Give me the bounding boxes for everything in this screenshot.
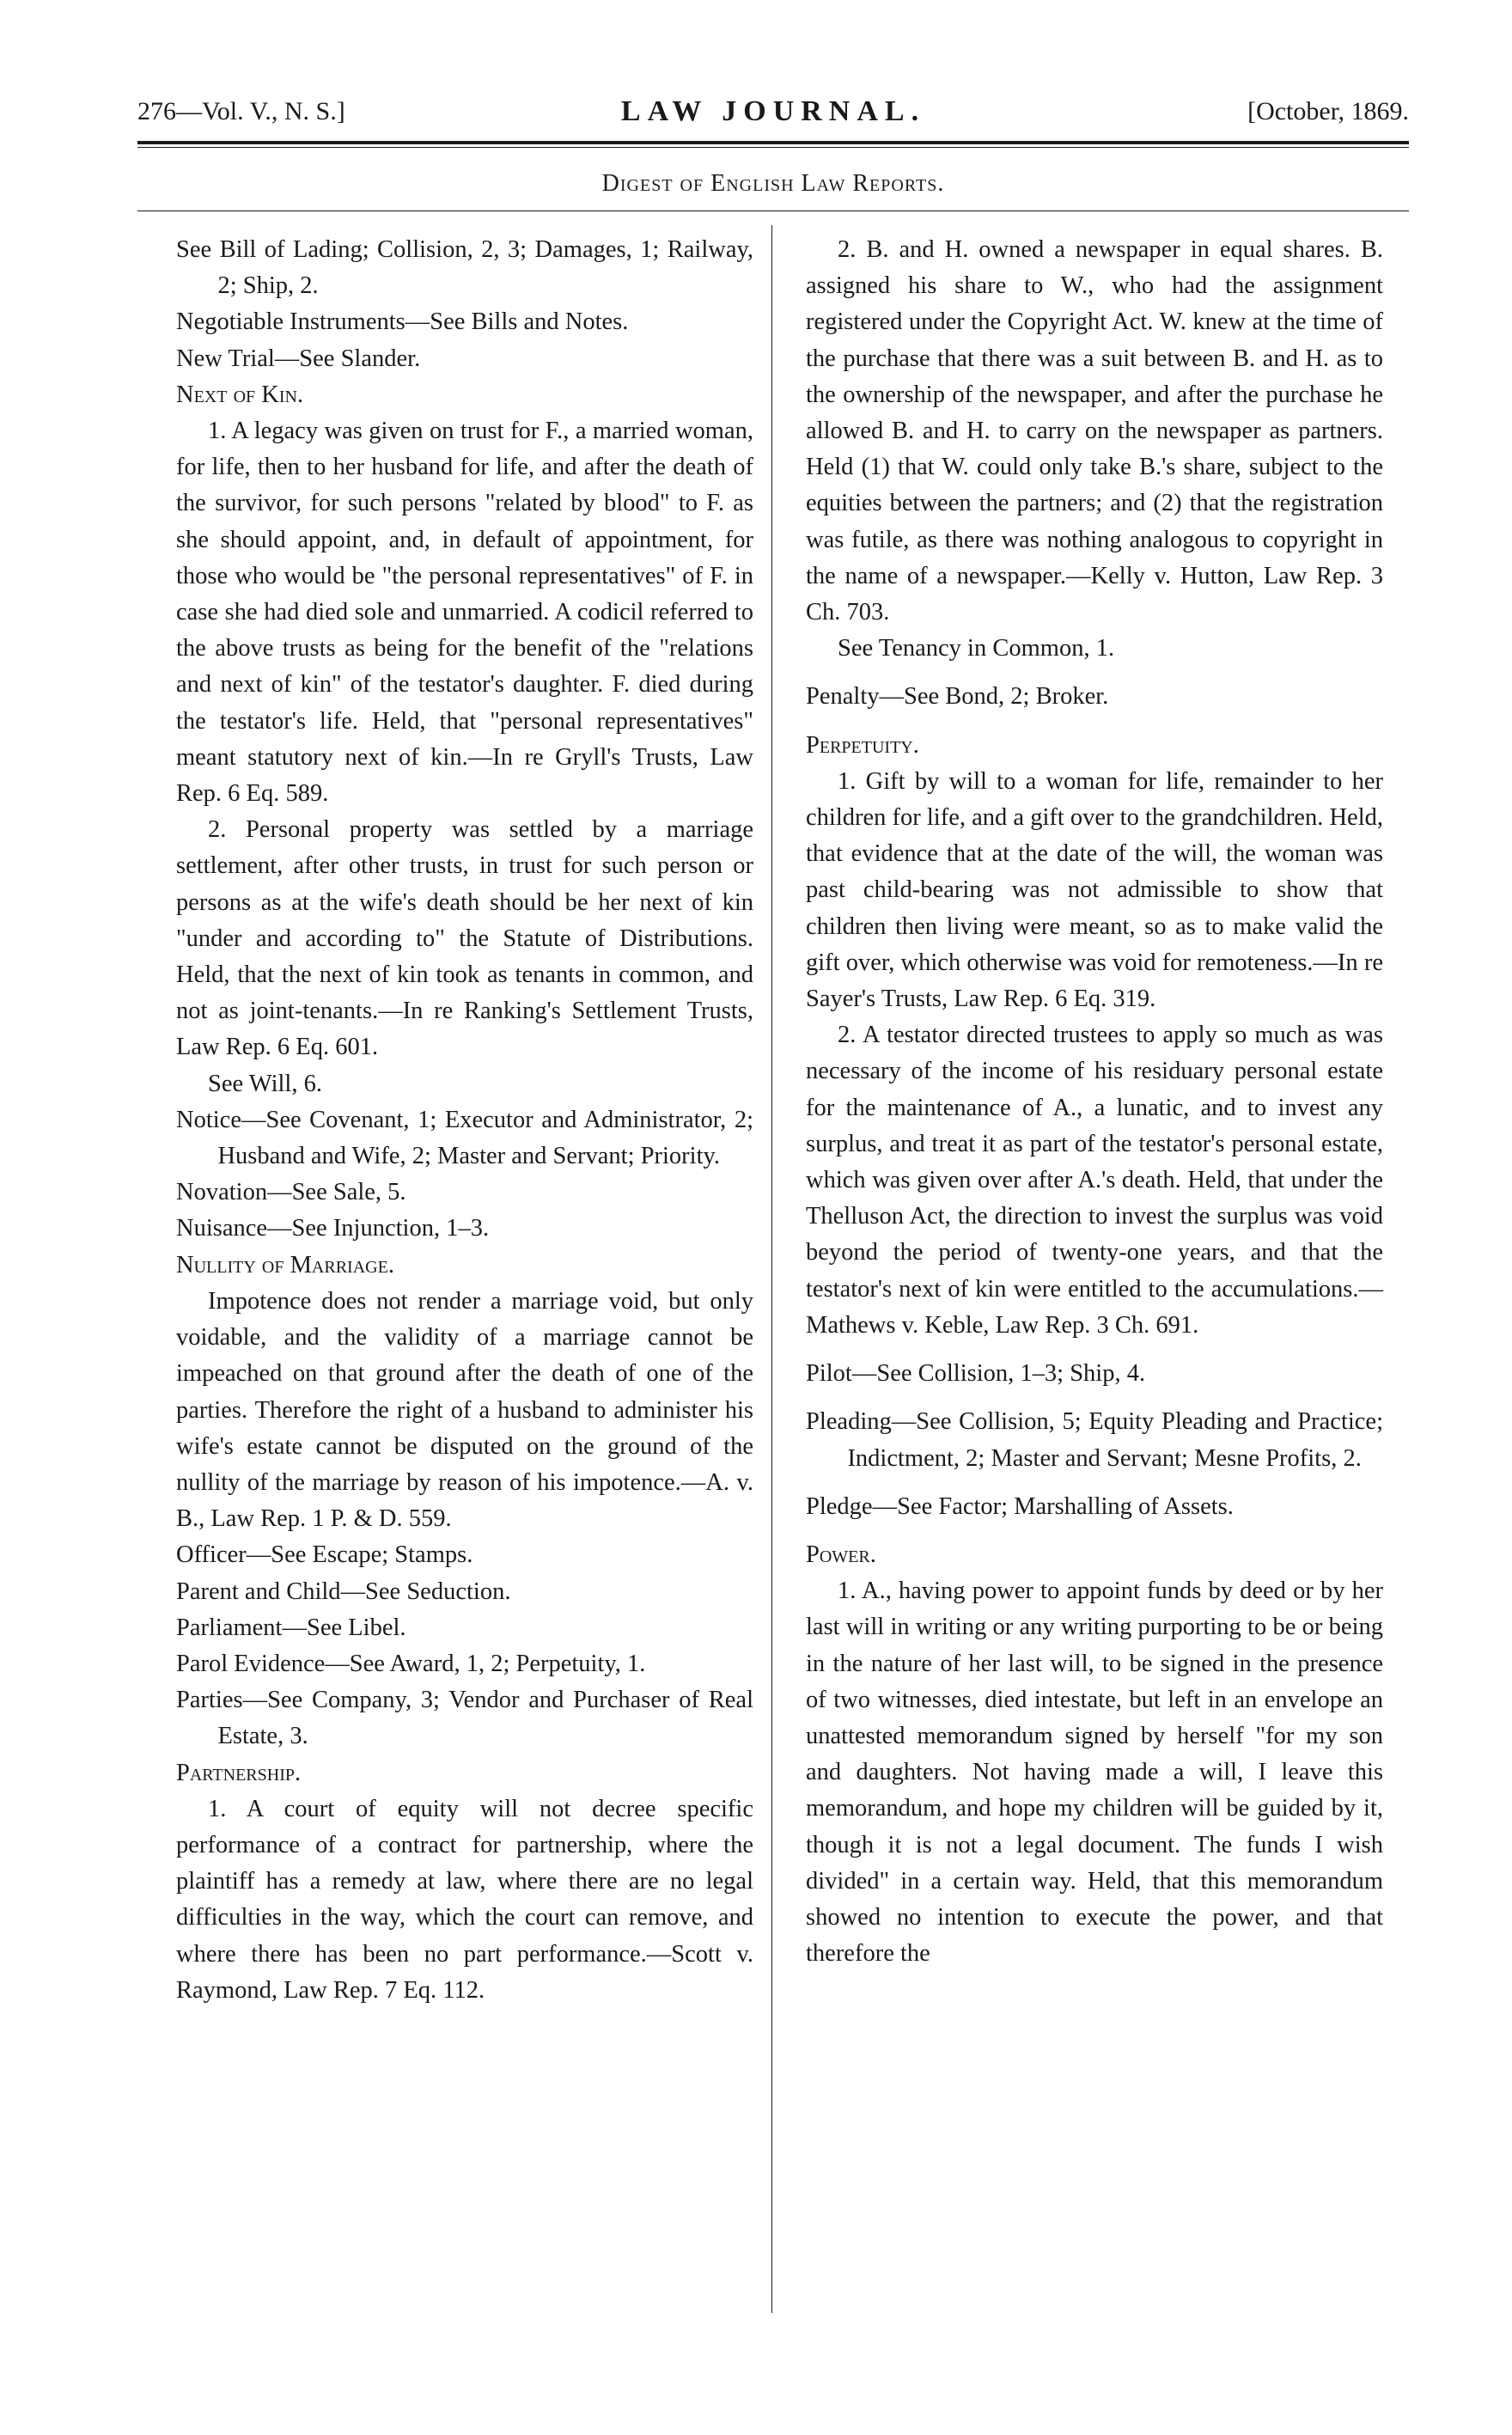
digest-case-paragraph: 2. A testator directed trustees to apply so much as was necessary of the income of his residuary personal estate for the maintenance of A., a lunatic, and to invest any surplus, and treat it as part of the testator's personal estate, which was given over after A.'s death. Held, that under the Thelluson Act, the direction to invest the surplus was void beyond the period of twenty-one years, and that the testator's next of kin were entitled to the accumulations.—Mathews v. Keble, Law Rep. 3 Ch. 691. (806, 1022, 1383, 1339)
digest-entry: Pilot—See Collision, 1–3; Ship, 4. (806, 1360, 1146, 1388)
digest-entry: Parol Evidence—See Award, 1, 2; Perpetuity, 1. (176, 1650, 646, 1677)
digest-entry: See Bill of Lading; Collision, 2, 3; Damages, 1; Railway, 2; Ship, 2. (176, 236, 753, 300)
digest-entry: Parent and Child—See Seduction. (176, 1578, 511, 1605)
journal-title: LAW JOURNAL. (620, 95, 926, 127)
digest-entry: Penalty—See Bond, 2; Broker. (806, 683, 1109, 711)
digest-entry: New Trial—See Slander. (176, 345, 421, 372)
digest-heading: Perpetuity. (806, 731, 919, 759)
digest-entry: Notice—See Covenant, 1; Executor and Administrator, 2; Husband and Wife, 2; Master and Servant; Priority. (176, 1106, 753, 1170)
section-title: Digest of English Law Reports. (601, 170, 945, 197)
cross-reference: See Tenancy in Common, 1. (838, 635, 1115, 662)
digest-entry: Nuisance—See Injunction, 1–3. (176, 1215, 490, 1242)
column-divider (771, 225, 772, 2313)
digest-entry: Pledge—See Factor; Marshalling of Assets. (806, 1492, 1234, 1520)
digest-case-paragraph: 2. Personal property was settled by a marriage settlement, after other trusts, in trust for such person or persons as at the wife's death should be her next of kin "under and according to" the Statute of Distributions. Held, that the next of kin took as tenants in common, and not as joint-tenants.—In re Ranking's Settlement Trusts, Law Rep. 6 Eq. 601. (176, 816, 753, 1061)
header-rule-thin (137, 147, 1409, 148)
digest-entry: Parliament—See Libel. (176, 1614, 406, 1641)
digest-entry: Pleading—See Collision, 5; Equity Pleading and Practice; Indictment, 2; Master and Servant; Mesne Profits, 2. (806, 1408, 1383, 1472)
digest-entry: Parties—See Company, 3; Vendor and Purchaser of Real Estate, 3. (176, 1687, 753, 1750)
digest-heading: Power. (806, 1541, 876, 1568)
cross-reference: See Will, 6. (208, 1070, 322, 1097)
digest-case-paragraph: 1. A court of equity will not decree specific performance of a contract for partnership, where the plaintiff has a remedy at law, where there are no legal difficulties in the way, which the court can remove, and where there has been no part performance.—Scott v. Raymond, Law Rep. 7 Eq. 112. (176, 1795, 753, 2004)
header-rule-thick (137, 141, 1409, 144)
page-number-volume: 276—Vol. V., N. S.] (137, 97, 345, 125)
digest-heading: Next of Kin. (176, 381, 304, 408)
issue-date: [October, 1869. (1247, 97, 1409, 125)
page-header (137, 95, 1409, 137)
digest-heading: Nullity of Marriage. (176, 1251, 394, 1279)
digest-case-paragraph: 2. B. and H. owned a newspaper in equal shares. B. assigned his share to W., who had the assignment registered under the Copyright Act. W. knew at the time of the purchase that there was a suit between B. and H. as to the ownership of the newspaper, and after the purchase he allowed B. and H. to carry on the newspaper as partners. Held (1) that W. could only take B.'s share, subject to the equities between the partners; and (2) that the registration was futile, as there was nothing analogous to copyright in the name of a newspaper.—Kelly v. Hutton, Law Rep. 3 Ch. 703. (806, 236, 1383, 626)
digest-entry: Officer—See Escape; Stamps. (176, 1541, 473, 1569)
digest-case-paragraph: 1. A., having power to appoint funds by deed or by her last will in writing or any writing purporting to be or being in the nature of her last will, to be signed in the presence of two witnesses, died intestate, but left in an envelope an unattested memorandum signed by herself "for my son and daughters. Not having made a will, I leave this memorandum, and hope my children will be guided by it, though it is not a legal document. The funds I wish divided" in a certain way. Held, that this memorandum showed no intention to execute the power, and that therefore the (806, 1578, 1383, 1968)
digest-case-paragraph: 1. A legacy was given on trust for F., a married woman, for life, then to her husband for life, and after the death of the survivor, for such persons "related by blood" to F. as she should appoint, and, in default of appointment, for those who would be "the personal representatives" of F. in case she had died sole and unmarried. A codicil referred to the above trusts as being for the benefit of the "relations and next of kin" of the testator's daughter. F. died during the testator's life. Held, that "personal representatives" meant statutory next of kin.—In re Gryll's Trusts, Law Rep. 6 Eq. 589. (176, 418, 753, 808)
digest-case-paragraph: 1. Gift by will to a woman for life, remainder to her children for life, and a gift over to the grandchildren. Held, that evidence that at the date of the will, the woman was past child-bearing was not admissible to show that children then living were meant, so as to make valid the gift over, which otherwise was void for remoteness.—In re Sayer's Trusts, Law Rep. 6 Eq. 319. (806, 767, 1383, 1013)
digest-case-paragraph: Impotence does not render a marriage void, but only voidable, and the validity of a marriage cannot be impeached on that ground after the death of one of the parties. Therefore the right of a husband to administer his wife's estate cannot be disputed on the ground of the nullity of the marriage by reason of his impotence.—A. v. B., Law Rep. 1 P. & D. 559. (176, 1287, 753, 1533)
right-column (806, 232, 1383, 1972)
digest-heading: Partnership. (176, 1759, 302, 1786)
digest-entry: Negotiable Instruments—See Bills and Notes. (176, 308, 629, 336)
digest-entry: Novation—See Sale, 5. (176, 1179, 406, 1206)
left-column (176, 232, 753, 2009)
